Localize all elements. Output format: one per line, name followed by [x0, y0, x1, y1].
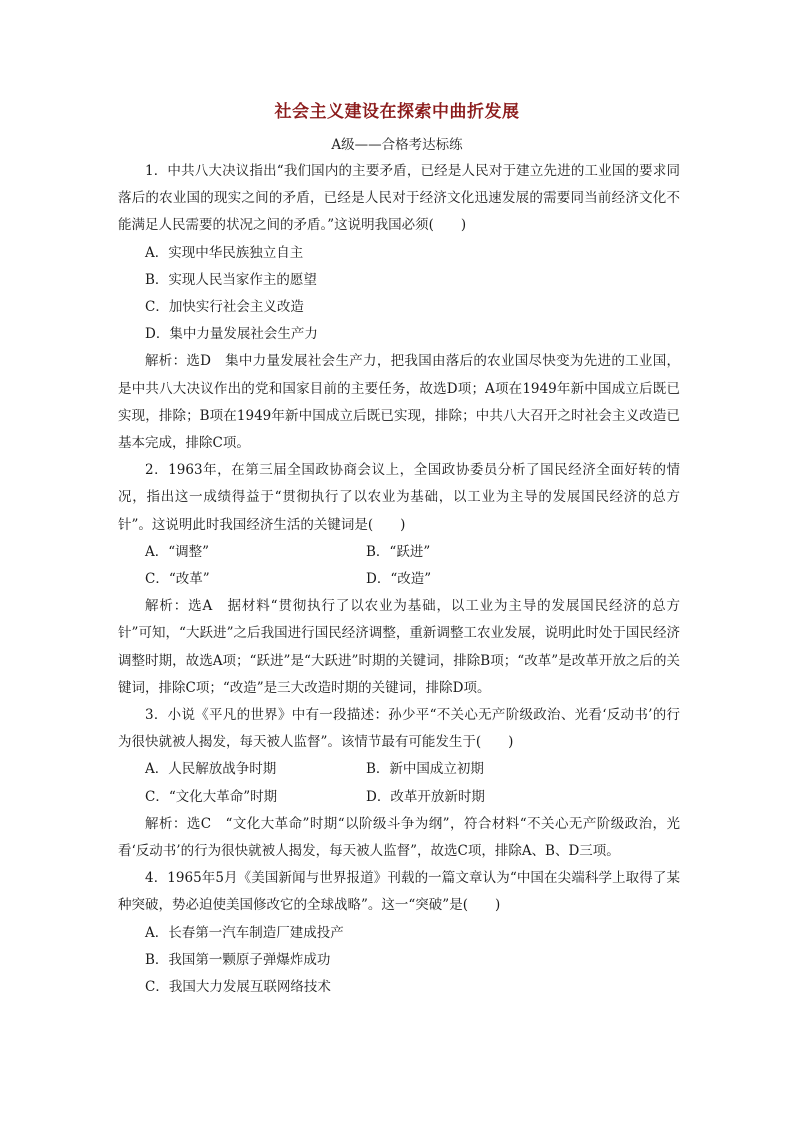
option-a: A．“调整”	[145, 543, 210, 560]
question-1	[118, 158, 680, 457]
answer-analysis: 解析：选C “文化大革命”时期“以阶级斗争为纲”，符合材料“不关心无产阶级政治，光看‘反动书’的行为很快就被人揭发，每天被人监督”，故选C项，排除A、B、D三项。	[118, 815, 680, 860]
option-b: B．实现人民当家作主的愿望	[145, 271, 317, 288]
option-d: D．“改造”	[366, 571, 432, 588]
option-c: C．“改革”	[145, 571, 210, 588]
question-stem: 4．1965年5月《美国新闻与世界报道》刊载的一篇文章认为“中国在尖端科学上取得了某种突破，势必迫使美国修改它的全球战略”。这一“突破”是( )	[118, 870, 680, 914]
option-c: C．我国大力发展互联网络技术	[145, 979, 331, 996]
option-a: A．人民解放战争时期	[145, 761, 277, 778]
option-row	[118, 784, 680, 811]
document-title: 社会主义建设在探索中曲折发展	[274, 102, 520, 122]
option-d: D．集中力量发展社会生产力	[145, 326, 318, 343]
question-stem: 3．小说《平凡的世界》中有一段描述：孙少平“不关心无产阶级政治、光看‘反动书’的行为很快就被人揭发，每天被人监督”。该情节最有可能发生于( )	[118, 707, 680, 751]
option-c: C．“文化大革命”时期	[145, 788, 278, 805]
option-row	[118, 756, 680, 783]
option-a: A．实现中华民族独立自主	[145, 244, 304, 261]
option-row	[118, 566, 680, 593]
question-stem: 1．中共八大决议指出“我们国内的主要矛盾，已经是人民对于建立先进的工业国的要求同落后的农业国的现实之间的矛盾，已经是人民对于经济文化迅速发展的需要同当前经济文化不能满足人民需要的状况之间的矛盾。”这说明我国必须( )	[118, 163, 680, 234]
option-row	[118, 539, 680, 566]
option-b: B．“跃进”	[366, 543, 431, 560]
document-subtitle: A级——合格考达标练	[331, 137, 463, 153]
answer-analysis: 解析：选D 集中力量发展社会生产力，把我国由落后的农业国尽快变为先进的工业国，是中共八大决议作出的党和国家目前的主要任务，故选D项；A项在1949年新中国成立后既已实现，排除；B项在1949年新中国成立后既已实现，排除；中共八大召开之时社会主义改造已基本完成，排除C项。	[118, 353, 680, 452]
option-b: B．新中国成立初期	[366, 761, 484, 778]
question-stem: 2．1963年，在第三届全国政协商会议上，全国政协委员分析了国民经济全面好转的情况，指出这一成绩得益于“贯彻执行了以农业为基础，以工业为主导的发展国民经济的总方针”。这说明此时我国经济生活的关键词是( )	[118, 462, 680, 533]
option-b: B．我国第一颗原子弹爆炸成功	[145, 951, 331, 968]
option-d: D．改革开放新时期	[366, 788, 485, 805]
option-c: C．加快实行社会主义改造	[145, 299, 304, 316]
option-a: A．长春第一汽车制造厂建成投产	[145, 924, 344, 941]
question-4	[118, 865, 680, 1001]
question-2	[118, 457, 680, 702]
question-list	[118, 158, 680, 1001]
question-3	[118, 702, 680, 865]
answer-analysis: 解析：选A 据材料“贯彻执行了以农业为基础，以工业为主导的发展国民经济的总方针”可知，“大跃进”之后我国进行国民经济调整，重新调整工农业发展，说明此时处于国民经济调整时期，故选A项；“跃进”是“大跃进”时期的关键词，排除B项；“改革”是改革开放之后的关键词，排除C项；“改造”是三大改造时期的关键词，排除D项。	[118, 598, 680, 696]
